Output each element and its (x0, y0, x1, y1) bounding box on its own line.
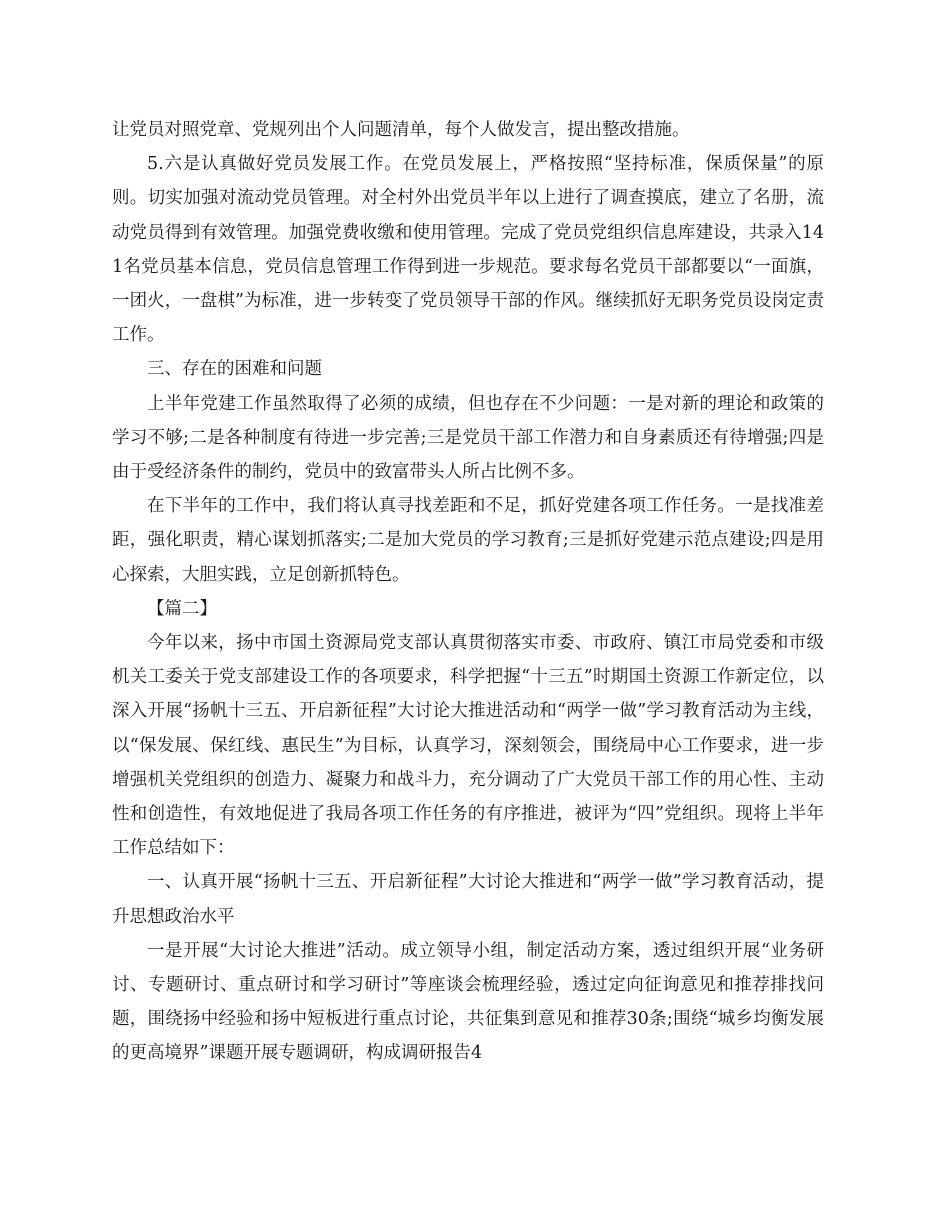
part-heading-two: 【篇二】 (147, 598, 217, 619)
section-heading-difficulties: 三、存在的困难和问题 (147, 359, 322, 380)
paragraph-1: 让党员对照党章、党规列出个人问题清单，每个人做发言，提出整改措施。 (112, 120, 690, 140)
paragraph-4: 在下半年的工作中，我们将认真寻找差距和不足，抓好党建各项工作任务。一是找准差距，强化职责，精心谋划抓落实;二是加大党员的学习教育;三是抓好党建示范点建设;四是用心探索，大胆实践，立足创新抓特色。 (112, 496, 824, 585)
paragraph-5: 今年以来，扬中市国土资源局党支部认真贯彻落实市委、市政府、镇江市局党委和市级机关工委关于党支部建设工作的各项要求，科学把握“十三五”时期国土资源工作新定位，以深入开展“扬帆十三五、开启新征程”大讨论大推进活动和“两学一做”学习教育活动为主线，以“保发展、保红线、惠民生”为目标，认真学习，深刻领会，围绕局中心工作要求，进一步增强机关党组织的创造力、凝聚力和战斗力，充分调动了广大党员干部工作的用心性、主动性和创造性，有效地促进了我局各项工作任务的有序推进，被评为“四”党组织。现将上半年工作总结如下： (112, 633, 824, 859)
paragraph-2: 5.六是认真做好党员发展工作。在党员发展上，严格按照“坚持标准，保质保量”的原则。切实加强对流动党员管理。对全村外出党员半年以上进行了调查摸底，建立了名册，流动党员得到有效管理。加强党费收缴和使用管理。完成了党员党组织信息库建设，共录入141名党员基本信息，党员信息管理工作得到进一步规范。要求每名党员干部都要以“一面旗，一团火，一盘棋”为标准，进一步转变了党员领导干部的作风。继续抓好无职务党员设岗定责工作。 (112, 154, 824, 346)
section-heading-one: 一、认真开展“扬帆十三五、开启新征程”大讨论大推进和“两学一做”学习教育活动，提升思想政治水平 (112, 872, 824, 927)
paragraph-3: 上半年党建工作虽然取得了必须的成绩，但也存在不少问题：一是对新的理论和政策的学习不够;二是各种制度有待进一步完善;三是党员干部工作潜力和自身素质还有待增强;四是由于受经济条件的制约，党员中的致富带头人所占比例不多。 (112, 393, 824, 483)
document-body (112, 113, 824, 1071)
paragraph-6: 一是开展“大讨论大推进”活动。成立领导小组，制定活动方案，透过组织开展“业务研讨、专题研讨、重点研讨和学习研讨”等座谈会梳理经验，透过定向征询意见和推荐排找问题，围绕扬中经验和扬中短板进行重点讨论，共征集到意见和推荐30条;围绕“城乡均衡发展的更高境界”课题开展专题调研，构成调研报告4 (112, 940, 824, 1064)
